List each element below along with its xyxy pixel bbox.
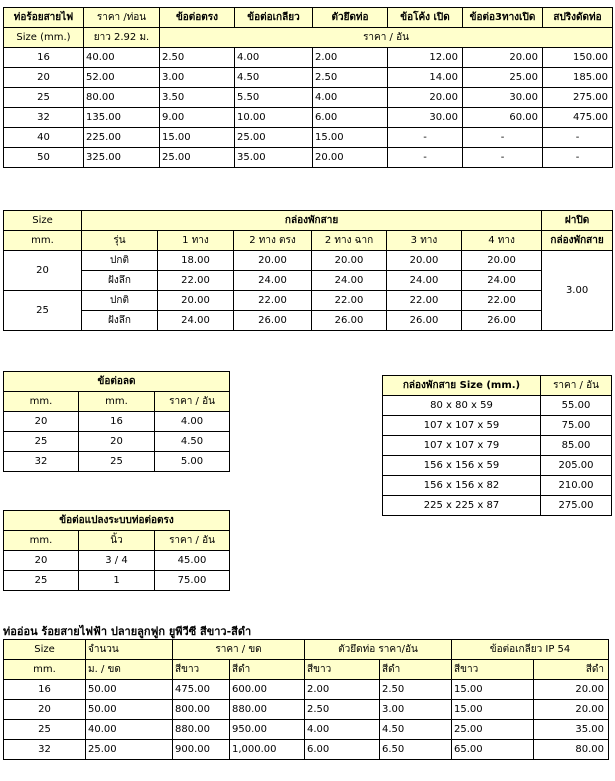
cell: ฝังลึก: [82, 311, 158, 331]
table-row: [383, 476, 612, 496]
header-cell: ตัวยึดท่อ ราคา/อัน: [305, 640, 452, 660]
cell: 55.00: [541, 396, 612, 416]
cell: 1: [79, 571, 155, 591]
cell: 20: [4, 551, 79, 571]
cell: 950.00: [230, 720, 305, 740]
table-row: [383, 396, 612, 416]
reducer-table: [3, 371, 230, 472]
header-cell: 2 ทาง ตรง: [234, 231, 312, 251]
cell: 5.00: [155, 452, 230, 472]
header-cell: กล่องพักสาย Size (mm.): [383, 376, 541, 396]
cell: 25.00: [86, 740, 173, 760]
cell: 30.00: [388, 108, 463, 128]
cell: 600.00: [230, 680, 305, 700]
header-cell: 3 ทาง: [387, 231, 462, 251]
header-cell: จำนวน: [86, 640, 173, 660]
table-row: [4, 740, 609, 760]
header-cell: สีดำ: [534, 660, 609, 680]
cell: 20.00: [534, 680, 609, 700]
cell: 4.50: [155, 432, 230, 452]
header-cell: ราคา /ท่อน: [84, 8, 160, 28]
header-cell: สปริงดัดท่อ: [543, 8, 613, 28]
header-cell: สีขาว: [173, 660, 230, 680]
header-cell: ยาว 2.92 ม.: [84, 28, 160, 48]
cell: -: [543, 128, 613, 148]
cell: 40.00: [86, 720, 173, 740]
cell: 205.00: [541, 456, 612, 476]
cell: 800.00: [173, 700, 230, 720]
cell: 2.50: [305, 700, 380, 720]
cell: 4.50: [380, 720, 452, 740]
header-cell: ตัวยึดท่อ: [313, 8, 388, 28]
header-cell: ข้อต่อตรง: [160, 8, 235, 28]
cell: 35.00: [534, 720, 609, 740]
cell: 32: [4, 740, 86, 760]
cell: 60.00: [463, 108, 543, 128]
cell: 475.00: [173, 680, 230, 700]
cell: 9.00: [160, 108, 235, 128]
table-row: [4, 291, 613, 311]
cell: 25.00: [235, 128, 313, 148]
cell: 16: [4, 48, 84, 68]
cell: 24.00: [312, 271, 387, 291]
cell: 24.00: [234, 271, 312, 291]
cell: ปกติ: [82, 291, 158, 311]
cell: 210.00: [541, 476, 612, 496]
table-title: ข้อต่อแปลงระบบท่อต่อตรง: [4, 511, 230, 531]
flex-conduit-title: ท่ออ่อน ร้อยสายไฟฟ้า ปลายลูกฟูก ยูพีวีซี สีขาว-สีดำ: [3, 625, 252, 638]
header-cell: นิ้ว: [79, 531, 155, 551]
cell: 6.50: [380, 740, 452, 760]
cell: 85.00: [541, 436, 612, 456]
cell: -: [388, 128, 463, 148]
cell: 15.00: [313, 128, 388, 148]
header-cell: รุ่น: [82, 231, 158, 251]
table-row: [4, 108, 613, 128]
header-cell: ข้อต่อเกลียว: [235, 8, 313, 28]
cell: 1,000.00: [230, 740, 305, 760]
cell: 22.00: [462, 291, 542, 311]
cell: 40.00: [84, 48, 160, 68]
cell: 12.00: [388, 48, 463, 68]
cell: 50.00: [86, 680, 173, 700]
cell: 900.00: [173, 740, 230, 760]
header-cell: mm.: [79, 392, 155, 412]
junction-box-table: [3, 210, 613, 331]
cell: 50.00: [86, 700, 173, 720]
table-row: [4, 128, 613, 148]
cell: 6.00: [313, 108, 388, 128]
table-row: [4, 311, 613, 331]
header-cell: 2 ทาง ฉาก: [312, 231, 387, 251]
cell: -: [463, 148, 543, 168]
table-row: [4, 271, 613, 291]
cell: 80 x 80 x 59: [383, 396, 541, 416]
cell: 4.00: [313, 88, 388, 108]
cell: 22.00: [234, 291, 312, 311]
cell: 20.00: [158, 291, 234, 311]
cell: 22.00: [387, 291, 462, 311]
table-row: [4, 452, 230, 472]
cell: 25.00: [463, 68, 543, 88]
header-cell: ราคา / อัน: [541, 376, 612, 396]
cell: 15.00: [452, 680, 534, 700]
cell: 20.00: [388, 88, 463, 108]
table-title: ข้อต่อลด: [4, 372, 230, 392]
cell: 65.00: [452, 740, 534, 760]
cell: 24.00: [462, 271, 542, 291]
table-row: [4, 48, 613, 68]
cell: 30.00: [463, 88, 543, 108]
cell: 4.00: [305, 720, 380, 740]
cell: 20.00: [462, 251, 542, 271]
cell: 3.00: [160, 68, 235, 88]
table-row: [4, 68, 613, 88]
cell: 5.50: [235, 88, 313, 108]
table-row: [4, 720, 609, 740]
cell: 26.00: [312, 311, 387, 331]
cell: 20: [4, 700, 86, 720]
cell: 20.00: [313, 148, 388, 168]
cell: 2.50: [380, 680, 452, 700]
cell: 20.00: [463, 48, 543, 68]
header-cell: ข้อต่อเกลียว IP 54: [452, 640, 609, 660]
cell: 4.00: [235, 48, 313, 68]
cell: 185.00: [543, 68, 613, 88]
table-row: [383, 436, 612, 456]
cell: 35.00: [235, 148, 313, 168]
table-row: [4, 251, 613, 271]
cell: 26.00: [387, 311, 462, 331]
header-cell: สีขาว: [305, 660, 380, 680]
cell: 225 x 225 x 87: [383, 496, 541, 516]
cell: 3.00: [542, 251, 613, 331]
cell: 75.00: [155, 571, 230, 591]
cell: 880.00: [173, 720, 230, 740]
cell: 2.00: [305, 680, 380, 700]
cell: 107 x 107 x 59: [383, 416, 541, 436]
cell: 50: [4, 148, 84, 168]
cell: 32: [4, 108, 84, 128]
table-row: [383, 496, 612, 516]
cell: 3 / 4: [79, 551, 155, 571]
table-row: [4, 700, 609, 720]
cell: 107 x 107 x 79: [383, 436, 541, 456]
cell: 156 x 156 x 59: [383, 456, 541, 476]
cell: 16: [4, 680, 86, 700]
box-size-table: [382, 375, 612, 516]
cell: 10.00: [235, 108, 313, 128]
cell: -: [543, 148, 613, 168]
header-cell: กล่องพักสาย: [542, 231, 613, 251]
table-row: [4, 551, 230, 571]
header-cell: mm.: [4, 392, 79, 412]
cell: 80.00: [84, 88, 160, 108]
header-cell: 1 ทาง: [158, 231, 234, 251]
table-row: [4, 412, 230, 432]
cell: 25: [79, 452, 155, 472]
cell: 22.00: [158, 271, 234, 291]
table-row: [383, 456, 612, 476]
cell: 20.00: [312, 251, 387, 271]
cell: 25.00: [452, 720, 534, 740]
cell: 3.00: [380, 700, 452, 720]
header-cell: Size: [4, 640, 86, 660]
header-cell: ราคา / อัน: [155, 392, 230, 412]
header-cell: สีดำ: [380, 660, 452, 680]
header-cell: ราคา / ขด: [173, 640, 305, 660]
cell: 2.50: [160, 48, 235, 68]
cell: 4.50: [235, 68, 313, 88]
cell: 15.00: [452, 700, 534, 720]
cell: ปกติ: [82, 251, 158, 271]
adapter-table: [3, 510, 230, 591]
cell: 16: [79, 412, 155, 432]
cell: 18.00: [158, 251, 234, 271]
header-cell: ท่อร้อยสายไฟ: [4, 8, 84, 28]
cell: 475.00: [543, 108, 613, 128]
cell: 75.00: [541, 416, 612, 436]
cell: 80.00: [534, 740, 609, 760]
header-cell: mm.: [4, 531, 79, 551]
header-cell: กล่องพักสาย: [82, 211, 542, 231]
cell: 3.50: [160, 88, 235, 108]
table-row: [4, 571, 230, 591]
cell: 26.00: [462, 311, 542, 331]
cell: -: [388, 148, 463, 168]
cell: ฝังลึก: [82, 271, 158, 291]
table-row: [4, 680, 609, 700]
cell: 25: [4, 432, 79, 452]
header-cell: ฝาปิด: [542, 211, 613, 231]
cell: 26.00: [234, 311, 312, 331]
cell: 150.00: [543, 48, 613, 68]
cell: 24.00: [387, 271, 462, 291]
cell: 275.00: [541, 496, 612, 516]
header-cell: ราคา / อัน: [160, 28, 613, 48]
table-row: [4, 88, 613, 108]
table-row: [383, 416, 612, 436]
cell: 40: [4, 128, 84, 148]
table-row: [4, 148, 613, 168]
cell: 15.00: [160, 128, 235, 148]
cell: 20: [4, 251, 82, 291]
table-row: [4, 432, 230, 452]
cell: 14.00: [388, 68, 463, 88]
cell: 880.00: [230, 700, 305, 720]
cell: 24.00: [158, 311, 234, 331]
cell: 4.00: [155, 412, 230, 432]
cell: 20.00: [234, 251, 312, 271]
header-cell: mm.: [4, 231, 82, 251]
flex-conduit-table: [3, 639, 609, 760]
header-cell: ข้อโค้ง เปิด: [388, 8, 463, 28]
cell: 25: [4, 720, 86, 740]
cell: 6.00: [305, 740, 380, 760]
cell: 52.00: [84, 68, 160, 88]
header-cell: Size (mm.): [4, 28, 84, 48]
cell: 2.00: [313, 48, 388, 68]
header-cell: ราคา / อัน: [155, 531, 230, 551]
cell: 156 x 156 x 82: [383, 476, 541, 496]
cell: 20: [4, 412, 79, 432]
cell: 25: [4, 291, 82, 331]
cell: 22.00: [312, 291, 387, 311]
header-cell: 4 ทาง: [462, 231, 542, 251]
header-cell: mm.: [4, 660, 86, 680]
cell: 20: [79, 432, 155, 452]
cell: 275.00: [543, 88, 613, 108]
conduit-fittings-table: [3, 7, 613, 168]
cell: 20: [4, 68, 84, 88]
cell: 225.00: [84, 128, 160, 148]
header-cell: Size: [4, 211, 82, 231]
cell: -: [463, 128, 543, 148]
cell: 325.00: [84, 148, 160, 168]
cell: 25: [4, 571, 79, 591]
cell: 25: [4, 88, 84, 108]
header-cell: สีขาว: [452, 660, 534, 680]
header-cell: สีดำ: [230, 660, 305, 680]
header-cell: ข้อต่อ3ทางเปิด: [463, 8, 543, 28]
header-cell: ม. / ขด: [86, 660, 173, 680]
cell: 20.00: [534, 700, 609, 720]
cell: 25.00: [160, 148, 235, 168]
cell: 45.00: [155, 551, 230, 571]
cell: 20.00: [387, 251, 462, 271]
cell: 135.00: [84, 108, 160, 128]
cell: 2.50: [313, 68, 388, 88]
cell: 32: [4, 452, 79, 472]
